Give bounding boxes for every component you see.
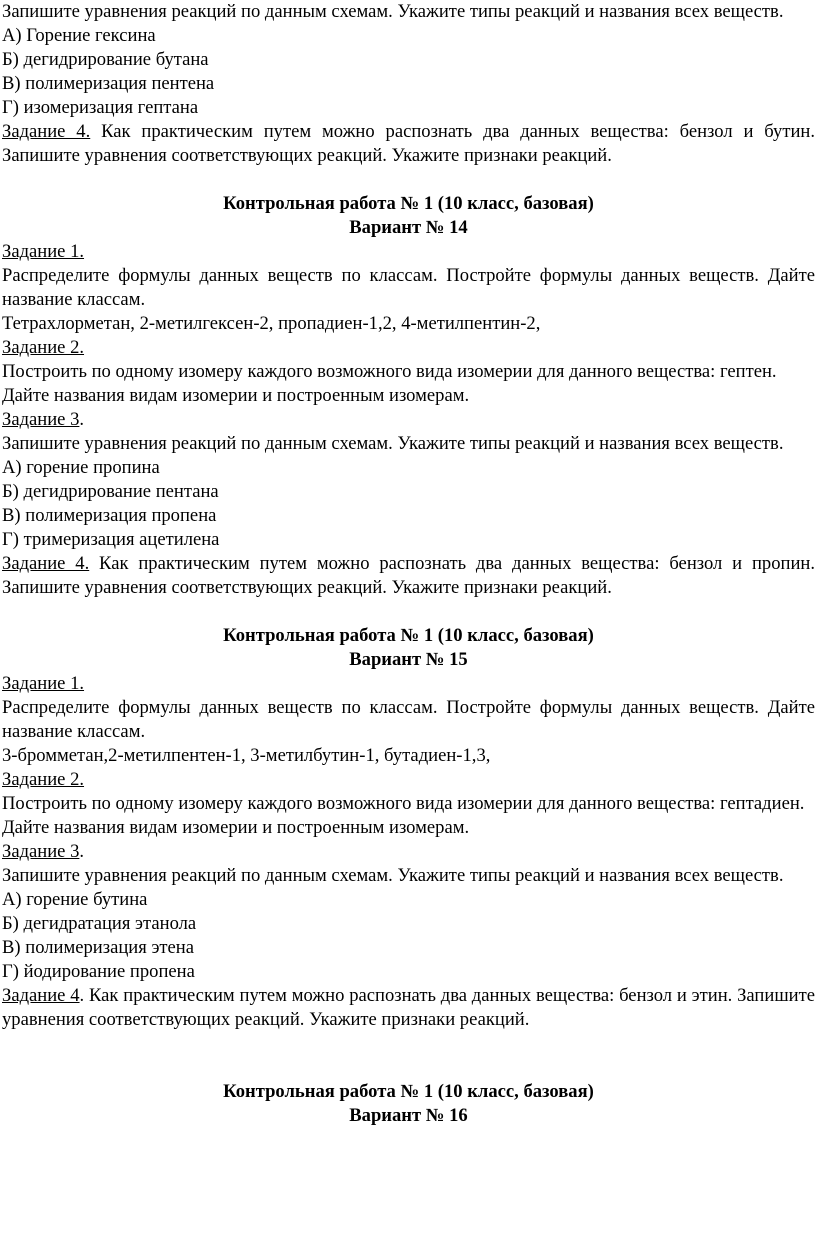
task1-list: 3-бромметан,2-метилпентен-1, 3-метилбутин-1, бутадиен-1,3, <box>2 745 491 766</box>
task4-text: . Как практическим путем можно распознать два данных вещества: бензол и этин. Запишите уравнения соответствующих реакций. Укажите признаки реакций. <box>2 985 815 1030</box>
variant-title: Вариант № 14 <box>349 217 468 238</box>
task4-label: Задание 4. <box>2 553 90 574</box>
list-item: Б) дегидратация этанола <box>2 913 197 934</box>
task1-text: Распределите формулы данных веществ по классам. Постройте формулы данных веществ. Дайте название классам. <box>2 265 815 310</box>
list-item: В) полимеризация пентена <box>2 73 215 94</box>
variant-title: Вариант № 16 <box>349 1105 468 1126</box>
list-item: Г) изомеризация гептана <box>2 97 199 118</box>
section-heading: Контрольная работа № 1 (10 класс, базовая) <box>223 625 594 646</box>
task2-text2: Дайте названия видам изомерии и построенным изомерам. <box>2 385 470 406</box>
list-item: В) полимеризация этена <box>2 937 195 958</box>
task4-paragraph <box>2 552 815 600</box>
task2-text2: Дайте названия видам изомерии и построенным изомерам. <box>2 817 470 838</box>
task3-text: Запишите уравнения реакций по данным схемам. Укажите типы реакций и названия всех веществ. <box>2 1 784 22</box>
task3-label: Задание 3 <box>2 841 80 862</box>
list-item: Г) йодирование пропена <box>2 961 195 982</box>
task1-label: Задание 1. <box>2 241 85 262</box>
list-item: Б) дегидрирование бутана <box>2 49 209 70</box>
task4-label: Задание 4. <box>2 121 91 142</box>
task3-text: Запишите уравнения реакций по данным схемам. Укажите типы реакций и названия всех веществ. <box>2 865 784 886</box>
task3-text: Запишите уравнения реакций по данным схемам. Укажите типы реакций и названия всех веществ. <box>2 433 784 454</box>
list-item: В) полимеризация пропена <box>2 505 217 526</box>
task4-text: Как практическим путем можно распознать два данных вещества: бензол и пропин. Запишите уравнения соответствующих реакций. Укажите признаки реакций. <box>2 553 815 598</box>
task4-label: Задание 4 <box>2 985 80 1006</box>
task2-label: Задание 2. <box>2 337 85 358</box>
list-item: А) горение бутина <box>2 889 148 910</box>
task4-paragraph <box>2 984 815 1032</box>
list-item: А) Горение гексина <box>2 25 156 46</box>
list-item: Г) тримеризация ацетилена <box>2 529 220 550</box>
task1-text: Распределите формулы данных веществ по классам. Постройте формулы данных веществ. Дайте название классам. <box>2 697 815 742</box>
section-heading: Контрольная работа № 1 (10 класс, базовая) <box>223 193 594 214</box>
document-page: Запишите уравнения реакций по данным схемам. Укажите типы реакций и названия всех веществ. А) Горение гексина Б) дегидрирование бутана В) полимеризация пентена Г) изомеризация гептана Задание 4. Как практическим путем можно распознать два данных вещества: бензол и бутин. Запишите уравнения соответствующих реакций. Укажите признаки реакций. Контрольная работа № 1 (10 класс, базовая) Вариант № 14 Задание 1. Распределите формулы данных веществ по классам. Постройте формулы данных веществ. Дайте название классам. Тетрахлорметан, 2-метилгексен-2, пропадиен-1,2, 4-метилпентин-2, Задание 2. Построить по одному изомеру каждого возможного вида изомерии для данного вещества: гептен. Дайте названия видам изомерии и построенным изомерам. Задание 3. Запишите уравнения реакций по данным схемам. Укажите типы реакций и названия всех веществ. А) горение пропина Б) дегидрирование пентана В) полимеризация пропена Г) тримеризация ацетилена Задание 4. Как практическим путем можно распознать два данных вещества: бензол и пропин. Запишите уравнения соответствующих реакций. Укажите признаки реакций. Контрольная работа № 1 (10 класс, базовая) Вариант № 15 Задание 1. Распределите формулы данных веществ по классам. Постройте формулы данных веществ. Дайте название классам. 3-бромметан,2-метилпентен-1, 3-метилбутин-1, бутадиен-1,3, Задание 2. Построить по одному изомеру каждого возможного вида изомерии для данного вещества: гептадиен. Дайте названия видам изомерии и построенным изомерам. Задание 3. Запишите уравнения реакций по данным схемам. Укажите типы реакций и названия всех веществ. А) горение бутина Б) дегидратация этанола В) полимеризация этена Г) йодирование пропена Задание 4. Как практическим путем можно распознать два данных вещества: бензол и этин. Запишите уравнения соответствующих реакций. Укажите признаки реакций. Контрольная работа № 1 (10 класс, базовая) Вариант № 16 <box>2 1 816 1126</box>
task4-paragraph <box>2 120 815 168</box>
task3-label: Задание 3 <box>2 409 80 430</box>
list-item: А) горение пропина <box>2 457 160 478</box>
task2-label: Задание 2. <box>2 769 85 790</box>
task4-text: Как практическим путем можно распознать два данных вещества: бензол и бутин. Запишите уравнения соответствующих реакций. Укажите признаки реакций. <box>2 121 816 166</box>
task2-text: Построить по одному изомеру каждого возможного вида изомерии для данного вещества: гептадиен. <box>2 793 805 814</box>
section-heading: Контрольная работа № 1 (10 класс, базовая) <box>223 1081 594 1102</box>
task1-label: Задание 1. <box>2 673 85 694</box>
task2-text: Построить по одному изомеру каждого возможного вида изомерии для данного вещества: гептен. <box>2 361 777 382</box>
list-item: Б) дегидрирование пентана <box>2 481 219 502</box>
task1-list: Тетрахлорметан, 2-метилгексен-2, пропадиен-1,2, 4-метилпентин-2, <box>2 313 541 334</box>
variant-title: Вариант № 15 <box>349 649 468 670</box>
